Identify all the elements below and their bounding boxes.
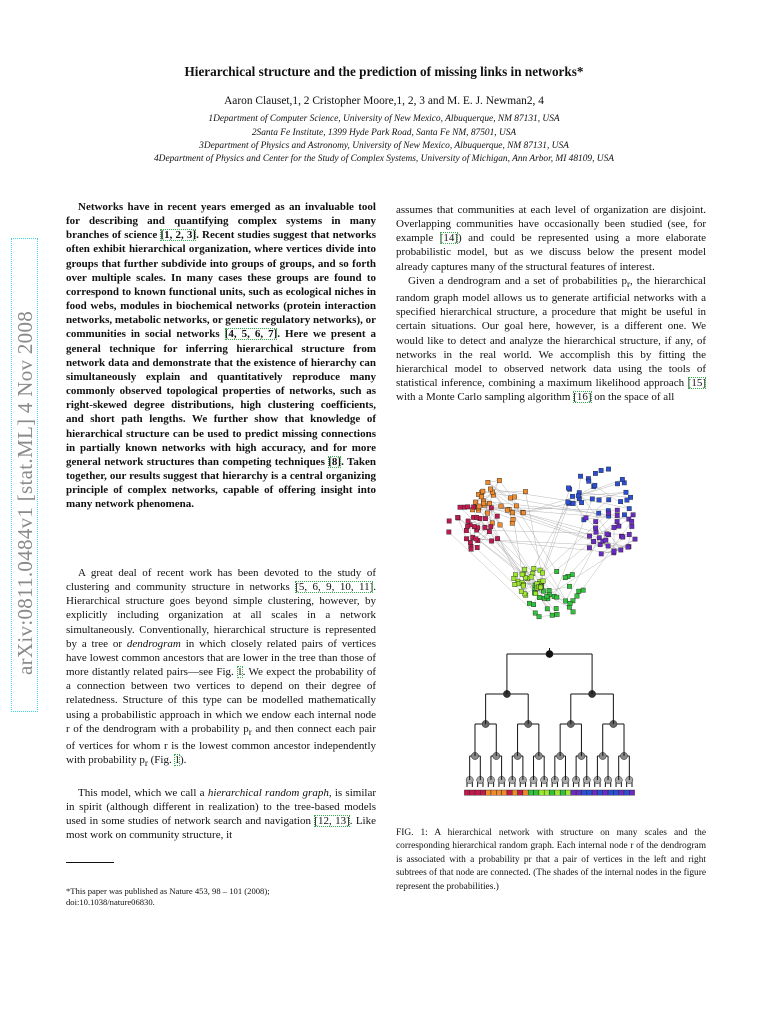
network-vertex: [514, 504, 518, 508]
network-vertex: [630, 519, 634, 523]
network-vertex: [615, 519, 619, 523]
network-vertex: [474, 515, 478, 519]
network-vertex: [458, 505, 462, 509]
network-vertex: [570, 572, 574, 576]
network-edge: [568, 515, 625, 577]
network-vertex: [550, 613, 554, 617]
network-vertex: [620, 477, 624, 481]
network-vertex: [575, 594, 579, 598]
citation-link[interactable]: [15]: [687, 377, 706, 390]
citation-link[interactable]: [4, 5, 6, 7]: [224, 328, 278, 341]
figure-link[interactable]: 1: [174, 754, 180, 767]
network-vertex: [471, 505, 475, 509]
network-vertex: [540, 571, 544, 575]
network-vertex: [455, 515, 459, 519]
network-vertex: [498, 523, 502, 527]
dendrogram-leaf: [587, 790, 592, 795]
network-vertex: [512, 576, 516, 580]
network-vertex: [510, 510, 514, 514]
network-vertex: [597, 511, 601, 515]
network-vertex: [606, 467, 610, 471]
network-vertex: [584, 516, 588, 520]
network-vertex: [593, 519, 597, 523]
network-vertex: [495, 536, 499, 540]
network-vertex: [486, 480, 490, 484]
network-vertex: [607, 498, 611, 502]
network-vertex: [533, 591, 537, 595]
footnote-rule: [66, 862, 114, 863]
network-vertex: [479, 495, 483, 499]
network-vertex: [537, 614, 541, 618]
network-vertex: [619, 548, 623, 552]
network-vertex: [576, 494, 580, 498]
network-vertex: [630, 524, 634, 528]
network-vertex: [627, 532, 631, 536]
dendrogram-leaf: [496, 790, 501, 795]
network-vertex: [563, 575, 567, 579]
network-vertex: [605, 532, 609, 536]
network-vertex: [590, 497, 594, 501]
network-vertex: [485, 511, 489, 515]
network-vertex: [626, 545, 630, 549]
network-vertex: [579, 500, 583, 504]
network-vertex: [612, 549, 616, 553]
dendrogram-leaf: [502, 790, 507, 795]
intro-paragraph-1: A great deal of recent work has been devoted to the study of clustering and community structure in networks [5, 6, 9, 10, 11]. Hierarchical structure goes beyond simple clustering, however, by explicitly including organization at all scales in a network simultaneously. Conventionally, hierarchical structure is represented by a tree or dendrogram in which closely related pairs of vertices have lowest common ancestors that are lower in the tree than those of more distantly related pairs—see Fig. 1. We expect the probability of a connection between two vertices to depend on their degree of relatedness. Structure of this type can be modelled mathematically using a probabilistic approach in which we endow each internal node r of the dendrogram with a probability $p_r$ and then connect each pair of vertices for whom r is the lowest common ancestor independently with probability $p_r$ (Fig. 1).: [66, 567, 377, 769]
dendrogram-leaf: [576, 790, 581, 795]
network-vertex: [606, 544, 610, 548]
network-vertex: [625, 498, 629, 502]
network-vertex: [587, 479, 591, 483]
network-vertex: [473, 500, 477, 504]
dendrogram-leaf: [470, 790, 475, 795]
dendrogram-leaf: [592, 790, 597, 795]
figure-link[interactable]: 1: [237, 666, 243, 679]
network-vertex: [599, 552, 603, 556]
network-vertex: [594, 530, 598, 534]
dendrogram-leaf: [608, 790, 613, 795]
network-vertex: [537, 595, 541, 599]
network-vertex: [513, 582, 517, 586]
network-vertex: [489, 539, 493, 543]
network-vertex: [519, 589, 523, 593]
network-vertex: [633, 537, 637, 541]
network-vertex: [545, 594, 549, 598]
dendrogram-leaf: [464, 790, 469, 795]
dendrogram-leaf: [566, 790, 571, 795]
dendrogram-leaf: [560, 790, 565, 795]
dendrogram-leaf: [619, 790, 624, 795]
network-vertex: [481, 501, 485, 505]
dendrogram-leaf: [480, 790, 485, 795]
network-vertex: [555, 569, 559, 573]
network-vertex: [521, 511, 525, 515]
network-vertex: [447, 519, 451, 523]
dendrogram-leaf: [534, 790, 539, 795]
dendrogram-leaf: [613, 790, 618, 795]
network-vertex: [475, 545, 479, 549]
dendrogram-leaf: [475, 790, 480, 795]
network-vertex: [567, 584, 571, 588]
network-vertex: [555, 612, 559, 616]
network-vertex: [593, 526, 597, 530]
network-vertex: [615, 508, 619, 512]
network-vertex: [554, 606, 558, 610]
network-vertex: [499, 504, 503, 508]
dendrogram-leaf: [624, 790, 629, 795]
network-vertex: [488, 487, 492, 491]
network-vertex: [577, 589, 581, 593]
dendrogram-leaf: [603, 790, 608, 795]
network-vertex: [521, 584, 525, 588]
network-vertex: [522, 567, 526, 571]
network-vertex: [523, 489, 527, 493]
network-vertex: [615, 513, 619, 517]
network-vertex: [627, 506, 631, 510]
network-vertex: [511, 517, 515, 521]
network-vertex: [597, 498, 601, 502]
network-edge: [549, 586, 569, 590]
dendrogram-leaf: [571, 790, 576, 795]
dendrogram-leaf: [597, 790, 602, 795]
dendrogram-leaf: [550, 790, 555, 795]
network-and-dendrogram-figure: [436, 456, 666, 801]
network-vertex: [495, 514, 499, 518]
network-vertex: [617, 524, 621, 528]
network-vertex: [571, 610, 575, 614]
paper-title: Hierarchical structure and the prediction of missing links in networks*: [184, 64, 584, 79]
network-vertex: [578, 474, 582, 478]
citation-link[interactable]: [14]: [439, 232, 459, 245]
network-vertex: [489, 506, 493, 510]
dendrogram-leaf: [486, 790, 491, 795]
network-edge: [474, 507, 618, 510]
network-vertex: [483, 525, 487, 529]
network-vertex: [468, 540, 472, 544]
dendrogram: [464, 648, 634, 795]
citation-link[interactable]: [12, 13]: [314, 815, 350, 828]
network-vertex: [487, 529, 491, 533]
figure-caption: FIG. 1: A hierarchical network with structure on many scales and the corresponding hierarchical random graph. Each internal node r of the dendrogram is associated with a probability pr that a pair of vertices in the left and right subtrees of that node are connected. (The shades of the internal nodes in the figure represent the probabilities.): [396, 828, 706, 892]
network-vertex: [529, 575, 533, 579]
network-vertex: [547, 588, 551, 592]
network-vertex: [483, 516, 487, 520]
network-vertex: [587, 534, 591, 538]
network-vertex: [489, 524, 493, 528]
network-vertex: [604, 538, 608, 542]
network-vertex: [566, 486, 570, 490]
network-vertex: [568, 601, 572, 605]
network-vertex: [563, 599, 567, 603]
network-vertex: [532, 566, 536, 570]
network-vertex: [465, 524, 469, 528]
network-vertex: [512, 495, 516, 499]
footnote: *This paper was published as Nature 453, 98 – 101 (2008); doi:10.1038/nature06830.: [66, 886, 270, 907]
dendrogram-leaf: [523, 790, 528, 795]
citation-link[interactable]: [5, 6, 9, 10, 11]: [295, 581, 374, 594]
network-edge: [491, 508, 608, 546]
network-vertex: [520, 572, 524, 576]
network-edge: [511, 498, 557, 572]
dendrogram-leaf: [507, 790, 512, 795]
dendrogram-leaf: [518, 790, 523, 795]
network-vertex: [599, 468, 603, 472]
network-vertex: [618, 499, 622, 503]
citation-link[interactable]: [8]: [328, 455, 342, 468]
network-vertex: [624, 490, 628, 494]
citation-link[interactable]: [1, 2, 3]: [160, 229, 197, 242]
network-vertex: [538, 585, 542, 589]
affiliation-2: 2Santa Fe Institute, 1399 Hyde Park Road, Santa Fe NM, 87501, USA: [251, 128, 517, 138]
network-vertex: [497, 478, 501, 482]
dendrogram-leaf: [544, 790, 549, 795]
network-edge: [578, 492, 626, 495]
network-vertex: [606, 511, 610, 515]
network-vertex: [631, 513, 635, 517]
network-vertex: [555, 595, 559, 599]
dendrogram-leaf: [581, 790, 586, 795]
arxiv-identifier: arXiv:0811.0484v1 [stat.ML] 4 Nov 2008: [13, 310, 37, 675]
network-vertex: [612, 525, 616, 529]
network-vertex: [581, 588, 585, 592]
network-vertex: [591, 539, 595, 543]
network-vertex: [566, 500, 570, 504]
network-vertex: [621, 535, 625, 539]
right-column-text: assumes that communities at each level of organization are disjoint. Overlapping communities have occasionally been studied (see, for example [14]) and could be represented using a more elaborate probabilistic model, but as we discuss below the present model already captures many of the structural features of interest. Given a dendrogram and a set of probabilities $p_r$, the hierarchical random graph model allows us to generate artificial networks with a specified hierarchical structure, a procedure that might be useful in certain situations. Our goal here, however, is a different one. We would like to detect and analyze the hierarchical structure, if any, of networks in the real world. We accomplish this by fitting the hierarchical model to observed network data using the tools of statistical inference, combining a maximum likelihood approach [15] with a Monte Carlo sampling algorithm [16] on the space of all: [396, 204, 707, 404]
dendrogram-leaf: [555, 790, 560, 795]
author-list: Aaron Clauset,1, 2 Cristopher Moore,1, 2, 3 and M. E. J. Newman2, 4: [224, 95, 544, 107]
network-vertex: [541, 579, 545, 583]
abstract: Networks have in recent years emerged as an invaluable tool for describing and quantifying complex systems in many branches of science [1, 2, 3]. Recent studies suggest that networks often exhibit hierarchical organization, where vertices divide into groups that further subdivide into groups of groups, and so forth over multiple scales. In many cases these groups are found to correspond to known functional units, such as ecological niches in food webs, modules in biochemical networks (protein interaction networks, metabolic networks, or genetic regulatory networks), or communities in social networks [4, 5, 6, 7]. Here we present a general technique for inferring hierarchical structure from network data and demonstrate that the existence of hierarchy can simultaneously explain and quantitatively reproduce many commonly observed topological properties of networks, such as right-skewed degree distributions, high clustering coefficients, and short path lengths. We further show that knowledge of hierarchical structure can be used to predict missing connections in partially known networks with high accuracy, and for more general network structures than competing techniques [8]. Taken together, our results suggest that hierarchy is a central organizing principle of complex networks, capable of offering insight into many network phenomena.: [66, 201, 377, 511]
network-vertex: [481, 489, 485, 493]
network-vertex: [472, 524, 476, 528]
network-vertex: [474, 537, 478, 541]
affiliation-1: 1Department of Computer Science, University of New Mexico, Albuquerque, NM 87131, USA: [208, 114, 560, 124]
citation-link[interactable]: [16]: [573, 391, 592, 404]
network-vertex: [469, 547, 473, 551]
dendrogram-leaf: [629, 790, 634, 795]
network-vertex: [487, 501, 491, 505]
network-vertex: [570, 494, 574, 498]
network-vertex: [587, 546, 591, 550]
network-vertex: [527, 601, 531, 605]
dendrogram-leaf: [491, 790, 496, 795]
affiliation-4: 4Department of Physics and Center for the Study of Complex Systems, University of Michigan, Ann Arbor, MI 48109, USA: [153, 154, 614, 164]
network-vertex: [447, 530, 451, 534]
network-vertex: [593, 471, 597, 475]
dendrogram-leaf: [512, 790, 517, 795]
network-vertex: [464, 528, 468, 532]
network-vertex: [477, 504, 481, 508]
network-vertex: [466, 505, 470, 509]
dendrogram-leaf: [539, 790, 544, 795]
network-vertex: [571, 501, 575, 505]
network-vertex: [531, 602, 535, 606]
dendrogram-leaf: [528, 790, 533, 795]
affiliation-3: 3Department of Physics and Astronomy, University of New Mexico, Albuquerque, NM 87131, USA: [199, 141, 569, 151]
network-vertex: [505, 508, 509, 512]
network-vertex: [466, 519, 470, 523]
network-edge: [473, 510, 536, 594]
network-vertex: [545, 607, 549, 611]
network-vertex: [593, 483, 597, 487]
intro-paragraph-2: This model, which we call a hierarchical random graph, is similar in spirit (although different in realization) to the tree-based models used in some studies of network search and navigation [12, 13]. Like most work on community structure, it: [66, 787, 376, 842]
network-vertex: [615, 482, 619, 486]
network-vertex: [622, 513, 626, 517]
